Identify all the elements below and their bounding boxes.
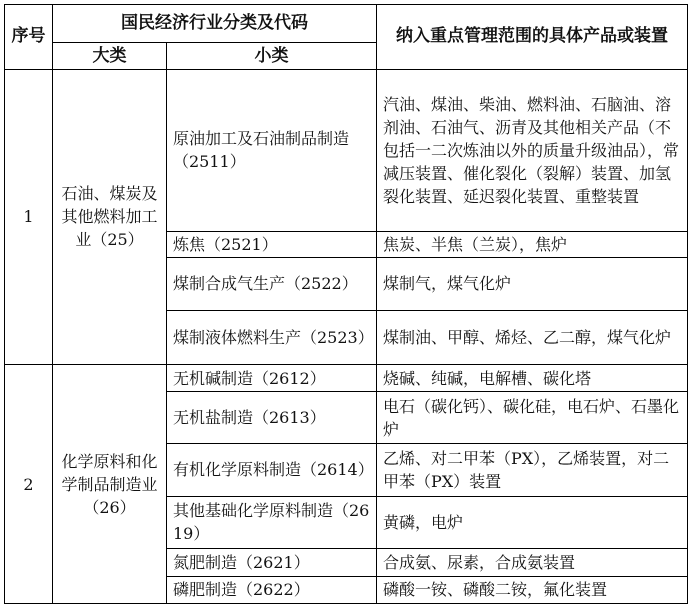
row-products: 煤制气，煤气化炉: [377, 257, 688, 310]
row-products: 电石（碳化钙）、碳化硅，电石炉、石墨化炉: [377, 392, 688, 444]
row-products: 焦炭、半焦（兰炭），焦炉: [377, 231, 688, 257]
row-minor-category: 有机化学原料制造（2614）: [167, 444, 377, 497]
row-minor-category: 其他基础化学原料制造（2619）: [167, 496, 377, 549]
row-minor-category: 磷肥制造（2622）: [167, 576, 377, 603]
row-minor-category: 炼焦（2521）: [167, 231, 377, 257]
row-minor-category: 无机盐制造（2613）: [167, 392, 377, 444]
row-products: 合成氨、尿素，合成氨装置: [377, 549, 688, 576]
row-seq: 1: [5, 69, 53, 364]
table-row: [5, 69, 688, 231]
row-products: 汽油、煤油、柴油、燃料油、石脑油、溶剂油、石油气、沥青及其他相关产品（不包括一二次炼油以外的质量升级油品），常减压装置、催化裂化（裂解）装置、加氢裂化装置、延迟裂化装置、重整装置: [377, 69, 688, 231]
row-products: 乙烯、对二甲苯（PX），乙烯装置，对二甲苯（PX）装置: [377, 444, 688, 497]
header-scope: 纳入重点管理范围的具体产品或装置: [377, 5, 688, 70]
row-products: 黄磷，电炉: [377, 496, 688, 549]
row-seq: 2: [5, 365, 53, 604]
row-minor-category: 煤制液体燃料生产（2523）: [167, 310, 377, 365]
row-products: 烧碱、纯碱，电解槽、碳化塔: [377, 365, 688, 392]
row-minor-category: 氮肥制造（2621）: [167, 549, 377, 576]
header-minor: 小类: [167, 43, 377, 69]
row-minor-category: 原油加工及石油制品制造（2511）: [167, 69, 377, 231]
row-major-category: 石油、煤炭及其他燃料加工业（25）: [53, 69, 167, 364]
header-seq: 序号: [5, 5, 53, 70]
table-row: [5, 365, 688, 392]
header-industry: 国民经济行业分类及代码: [53, 5, 377, 43]
row-minor-category: 煤制合成气生产（2522）: [167, 257, 377, 310]
row-products: 煤制油、甲醇、烯烃、乙二醇，煤气化炉: [377, 310, 688, 365]
industry-classification-table: [4, 4, 688, 604]
header-major: 大类: [53, 43, 167, 69]
row-major-category: 化学原料和化学制品制造业（26）: [53, 365, 167, 604]
row-minor-category: 无机碱制造（2612）: [167, 365, 377, 392]
row-products: 磷酸一铵、磷酸二铵，氟化装置: [377, 576, 688, 603]
